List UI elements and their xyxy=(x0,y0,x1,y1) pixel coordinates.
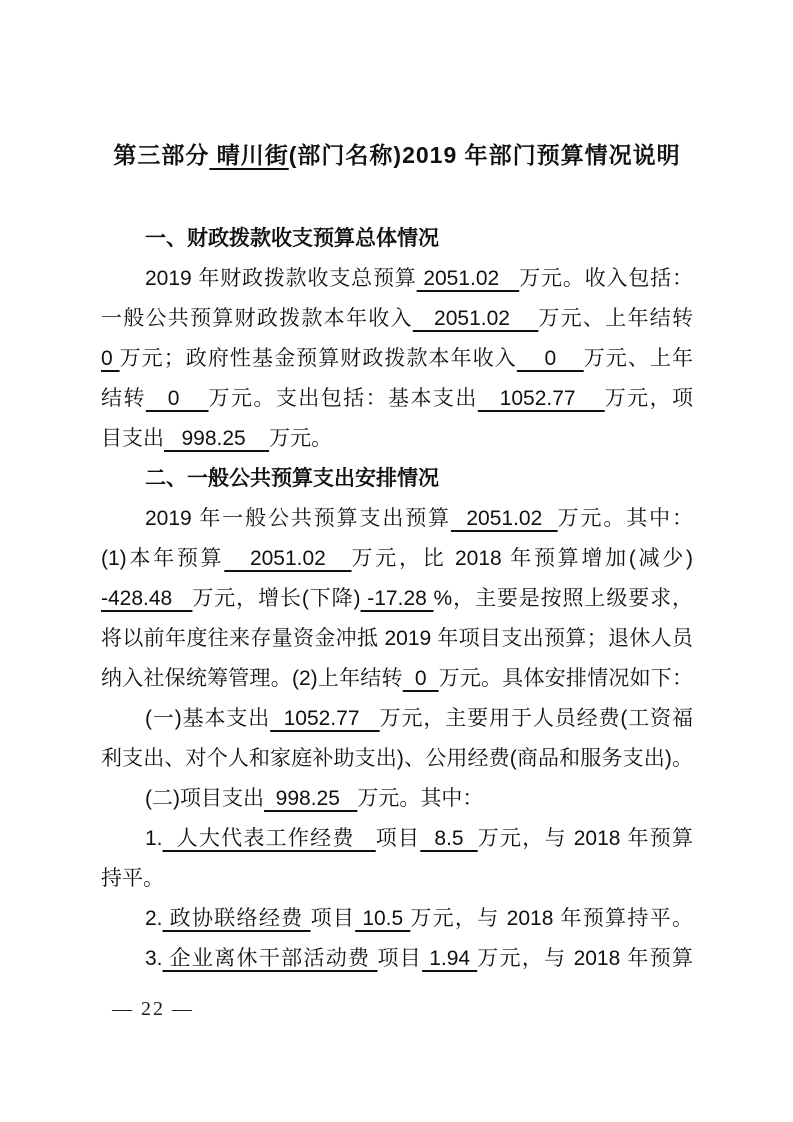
paragraph xyxy=(101,699,693,779)
text-line xyxy=(101,659,693,699)
text-run: 2019 年财政拨款收支总预算 xyxy=(145,267,417,290)
text-run: 二、一般公共预算支出安排情况 xyxy=(145,467,439,490)
underlined-value: 0 xyxy=(101,347,120,370)
text-run: 持平。 xyxy=(101,867,164,890)
text-run: 万元；政府性基金预算财政拨款本年收入 xyxy=(119,347,517,370)
text-run: 万元，与 2018 年预算 xyxy=(477,947,693,970)
text-run: 一、财政拨款收支预算总体情况 xyxy=(145,227,439,250)
underlined-value: 10.5 xyxy=(355,907,411,930)
underlined-value: 政协联络经费 xyxy=(162,907,311,930)
text-run: 将以前年度往来存量资金冲抵 2019 年项目支出预算；退休人员 xyxy=(101,627,693,650)
underlined-value: 0 xyxy=(145,387,209,410)
section-heading xyxy=(101,219,693,259)
text-line xyxy=(101,419,693,459)
document-content xyxy=(101,140,693,979)
text-run: 项目 xyxy=(310,907,356,930)
text-run: 项目 xyxy=(375,827,421,850)
text-run: 结转 xyxy=(101,387,146,410)
text-run: 万元。收入包括： xyxy=(519,267,693,290)
underlined-value: 晴川街 xyxy=(209,142,289,168)
underlined-value: 0 xyxy=(516,347,584,370)
underlined-value: 1052.77 xyxy=(477,387,605,410)
text-run: 目支出 xyxy=(101,427,164,450)
text-line xyxy=(101,219,693,259)
underlined-value: 1.94 xyxy=(422,947,478,970)
text-run: %，主要是按照上级要求， xyxy=(433,587,693,610)
text-run: 万元，比 2018 年预算增加(减少) xyxy=(351,547,693,570)
text-line xyxy=(101,819,693,859)
text-line xyxy=(101,259,693,299)
underlined-value: 0 xyxy=(402,667,439,690)
underlined-value: -17.28 xyxy=(360,587,434,610)
text-line xyxy=(101,899,693,939)
text-run: 第三部分 xyxy=(113,142,210,168)
text-line xyxy=(101,779,693,819)
document-title xyxy=(101,140,693,170)
section-heading xyxy=(101,459,693,499)
text-run: 3. xyxy=(145,947,163,970)
underlined-value: 2051.02 xyxy=(224,547,352,570)
text-run: 万元。具体安排情况如下： xyxy=(438,667,693,690)
text-run: 一般公共预算财政拨款本年收入 xyxy=(101,307,413,330)
paragraph xyxy=(101,819,693,899)
text-run: (一)基本支出 xyxy=(145,707,271,730)
text-run: 万元。支出包括：基本支出 xyxy=(208,387,478,410)
text-line xyxy=(101,459,693,499)
text-run: 纳入社保统筹管理。(2)上年结转 xyxy=(101,667,403,690)
text-run: 项目 xyxy=(377,947,423,970)
text-line xyxy=(101,339,693,379)
underlined-value: -428.48 xyxy=(101,587,193,610)
underlined-value: 企业离休干部活动费 xyxy=(162,947,378,970)
text-line xyxy=(101,379,693,419)
text-run: 2019 年一般公共预算支出预算 xyxy=(145,507,451,530)
underlined-value: 人大代表工作经费 xyxy=(162,827,376,850)
text-run: 万元。 xyxy=(269,427,333,450)
text-line xyxy=(101,619,693,659)
text-line xyxy=(101,579,693,619)
paragraph xyxy=(101,259,693,459)
underlined-value: 998.25 xyxy=(264,787,358,810)
text-run: 万元，与 2018 年预算 xyxy=(477,827,693,850)
underlined-value: 998.25 xyxy=(164,427,270,450)
underlined-value: 8.5 xyxy=(420,827,478,850)
document-body xyxy=(101,219,693,979)
underlined-value: 2051.02 xyxy=(450,507,558,530)
text-line xyxy=(101,699,693,739)
text-line xyxy=(101,939,693,979)
text-run: 万元、上年结转 xyxy=(538,307,693,330)
text-run: (1)本年预算 xyxy=(101,547,225,570)
text-line xyxy=(101,739,693,779)
text-line xyxy=(101,499,693,539)
underlined-value: 2051.02 xyxy=(412,307,539,330)
underlined-value: 2051.02 xyxy=(416,267,520,290)
text-line xyxy=(101,859,693,899)
paragraph xyxy=(101,499,693,699)
paragraph xyxy=(101,899,693,939)
text-line xyxy=(101,539,693,579)
text-run: 1. xyxy=(145,827,163,850)
text-run: 万元，与 2018 年预算持平。 xyxy=(410,907,693,930)
text-run: 万元，项 xyxy=(604,387,693,410)
text-run: 万元，增长(下降) xyxy=(192,587,361,610)
text-run: 万元。其中： xyxy=(357,787,484,810)
page-number: — 22 — xyxy=(112,998,194,1020)
underlined-value: 1052.77 xyxy=(270,707,380,730)
text-run: (部门名称)2019 年部门预算情况说明 xyxy=(288,142,681,168)
text-line xyxy=(101,299,693,339)
paragraph xyxy=(101,939,693,979)
text-run: 利支出、对个人和家庭补助支出)、公用经费(商品和服务支出)。 xyxy=(101,747,693,770)
text-run: (二)项目支出 xyxy=(145,787,264,810)
paragraph xyxy=(101,779,693,819)
text-run: 万元、上年 xyxy=(583,347,693,370)
text-run: 2. xyxy=(145,907,163,930)
text-run: 万元。其中： xyxy=(557,507,693,530)
text-run: 万元，主要用于人员经费(工资福 xyxy=(379,707,693,730)
